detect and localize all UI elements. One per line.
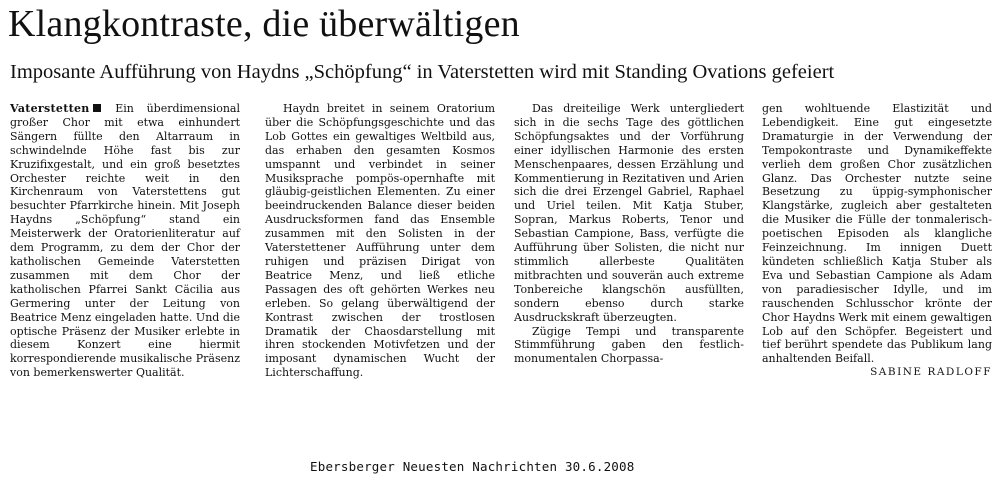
column-3-paragraph-1: Das dreiteilige Werk untergliedert sich in die sechs Tage des göttlichen Schöpfungsaktes und der Vorführung einer idyllischen Harmonie des ersten Menschenpaares, dessen Erzählung und Kommentierung in Rezitativen und Arien sich die drei Erzengel Gabriel, Raphael und Uriel teilen. Mit Katja Stuber, Sopran, Markus Roberts, Tenor und Sebastian Campione, Bass, verfügte die Aufführung über Solisten, die nicht nur stimmlich allerbeste Qualitäten mitbrachten und souverän auch extreme Tonbereiche klangschön ausfüllten, sondern ebenso durch starke Ausdruckskraft überzeugten. — [514, 102, 744, 324]
article-column-3 — [514, 102, 744, 366]
column-4-paragraph-1: gen wohltuende Elastizität und Lebendigkeit. Eine gut eingesetzte Dramaturgie in der Verwendung der Tempokontraste und Dynamikeffekte verlieh dem großen Chor zusätzlichen Glanz. Das Orchester nutzte seine Besetzung zu üppig-symphonischer Klangstärke, zugleich aber gestalteten die Musiker die Fülle der tonmalerisch-poetischen Episoden als klangliche Feinzeichnung. Im innigen Duett kündeten schließlich Katja Stuber als Eva und Sebastian Campione als Adam von paradiesischer Idylle, und im rauschenden Schlusschor krönte der Chor Haydns Werk mit einem gewaltigen Lob auf den Schöpfer. Begeistert und tief berührt spendete das Publikum lang anhaltenden Beifall. — [762, 102, 992, 366]
column-3-paragraph-2: Zügige Tempi und transparente Stimmführung gaben den festlich-monumentalen Chorpassa- — [514, 324, 744, 366]
dateline: Vaterstetten — [10, 102, 90, 115]
article-headline: Klangkontraste, die überwältigen — [8, 3, 520, 45]
black-square-icon — [93, 104, 101, 112]
article-body — [10, 102, 992, 454]
article-column-2 — [265, 102, 495, 380]
column-2-paragraph-1: Haydn breitet in seinem Oratorium über die Schöpfungsgeschichte und das Lob Gottes ein gewaltiges Weltbild aus, das erhaben den gesamten Kosmos umspannt und verbindet in seiner Musiksprache pompös-opernhafte mit gläubig-geistlichen Elementen. Zu einer beeindruckenden Balance dieser beiden Ausdrucksformen fand das Ensemble zusammen mit den Solisten in der Vaterstettener Aufführung unter dem ruhigen und präzisen Dirigat von Beatrice Menz, und ließ etliche Passagen des oft gehörten Werkes neu erleben. So gelang überwältigend der Kontrast zwischen der trostlosen Dramatik der Chaosdarstellung mit ihren stockenden Motivfetzen und der imposant dynamischen Wucht der Lichterschaffung. — [265, 102, 495, 380]
article-subheadline: Imposante Aufführung von Haydns „Schöpfung“ in Vaterstetten wird mit Standing Ovations gefeiert — [10, 61, 835, 83]
paragraph-text: Ein überdimensional großer Chor mit etwa einhundert Sängern füllte den Altarraum in schwindelnde Höhe fast bis zur Kruzifixgestalt, und ein groß besetztes Orchester reichte weit in den Kirchenraum von Vaterstettens gut besuchter Pfarrkirche hinein. Mit Joseph Haydns „Schöpfung“ stand ein Meisterwerk der Oratorienliteratur auf dem Programm, zu dem der Chor der katholischen Gemeinde Vaterstetten zusammen mit dem Chor der katholischen Pfarrei Sankt Cäcilia aus Germering unter der Leitung von Beatrice Menz eingeladen hatte. Und die optische Präsenz der Musiker erlebte in diesem Konzert eine hiermit korrespondierende musikalische Präsenz von bemerkenswerter Qualität. — [10, 102, 240, 380]
author-byline: SABINE RADLOFF — [870, 366, 992, 379]
source-citation: Ebersberger Neuesten Nachrichten 30.6.2008 — [310, 459, 635, 474]
article-column-4 — [762, 102, 992, 380]
article-column-1 — [10, 102, 240, 380]
column-1-paragraph-1 — [10, 102, 240, 380]
